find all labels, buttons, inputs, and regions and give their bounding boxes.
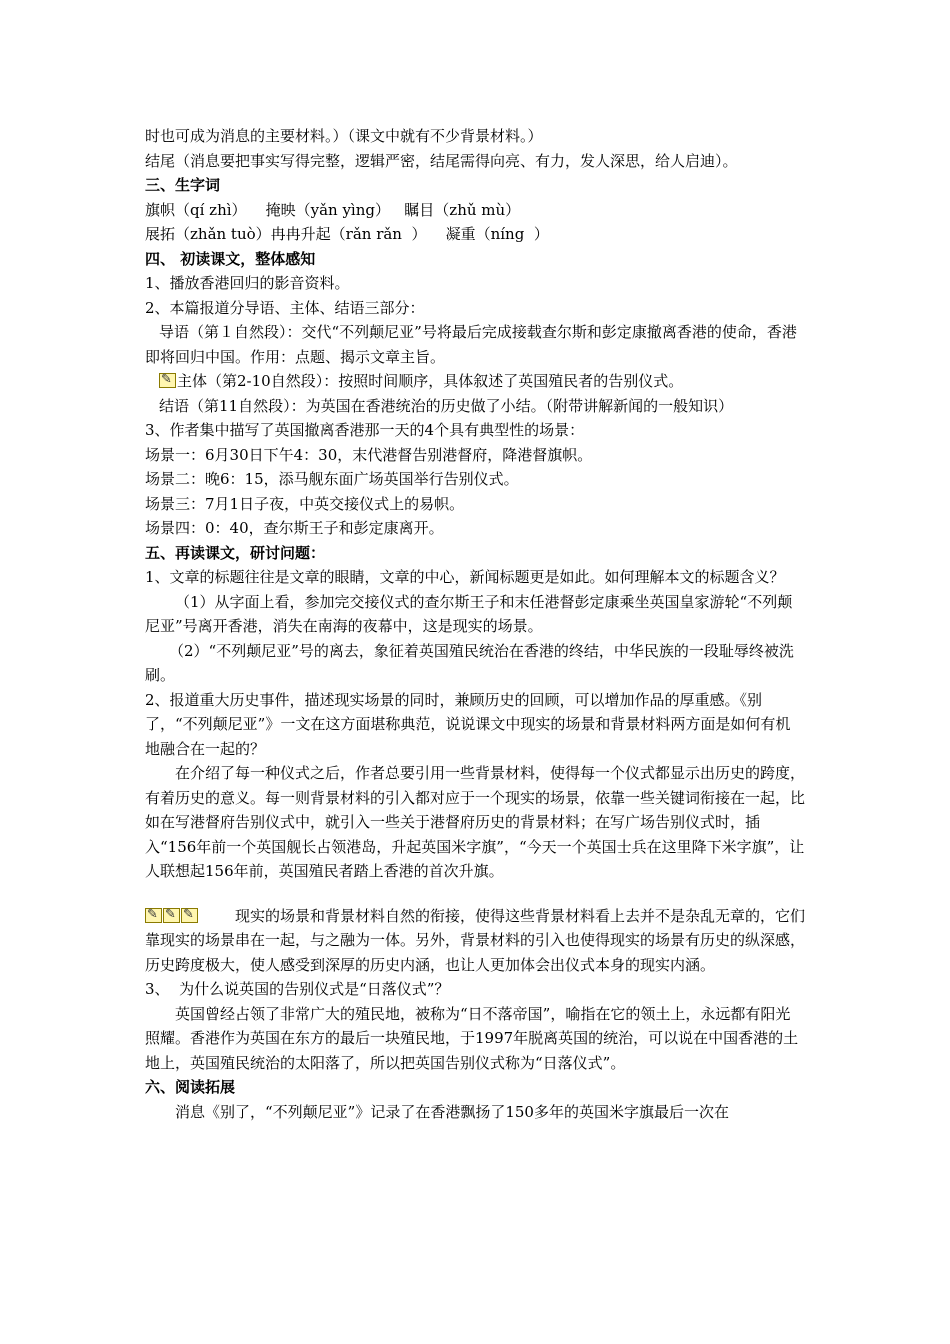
paragraph-body-part xyxy=(145,369,805,394)
scene-line: 场景一：6月30日下午4：30，末代港督告别港督府，降港督旗帜。 xyxy=(145,445,593,464)
pencil-note-icon xyxy=(181,908,198,923)
pencil-note-icon xyxy=(159,373,176,388)
section-heading: 四、 初读课文，整体感知 xyxy=(145,249,316,268)
question-line: 1、文章的标题往往是文章的眼睛，文章的中心，新闻标题更是如此。如何理解本文的标题含义？ xyxy=(145,568,785,586)
document-body xyxy=(145,124,805,1124)
answer-line: 英国曾经占领了非常广大的殖民地，被称为“日不落帝国”，喻指在它的领土上，永远都有阳光照耀。香港作为英国在东方的最后一块殖民地，于1997年脱离英国的统治，可以说在中国香港的土地上，英国殖民统治的太阳落了，所以把英国告别仪式称为“日落仪式”。 xyxy=(145,1004,799,1072)
text-line: 结尾（消息要把事实写得完整，逻辑严密，结尾需得向亮、有力，发人深思，给人启迪）。 xyxy=(145,151,738,170)
spacer xyxy=(145,884,805,904)
text-line: 3、作者集中描写了英国撤离香港那一天的4个具有典型性的场景： xyxy=(145,421,585,439)
pencil-note-icon xyxy=(145,908,162,923)
answer-line: 在介绍了每一种仪式之后，作者总要引用一些背景材料，使得每一个仪式都显示出历史的跨度，有着历史的意义。每一则背景材料的引入都对应于一个现实的场景，依靠一些关键词衔接在一起，比如在写港督府告别仪式中，就引入一些关于港督府历史的背景材料；在写广场告别仪式时，插入“156年前一个英国舰长占领港岛，升起英国米字旗”，“今天一个英国士兵在这里降下米字旗”，让人联想起156年前，英国殖民者踏上香港的首次升旗。 xyxy=(145,764,806,880)
icon-group xyxy=(145,904,199,929)
scene-line: 场景二：晚6：15，添马舰东面广场英国举行告别仪式。 xyxy=(145,470,519,488)
answer-line: （2）“不列颠尼亚”号的离去，象征着英国殖民统治在香港的终结，中华民族的一段耻辱终被洗刷。 xyxy=(145,641,794,684)
text-line: 主体（第2-10自然段）：按照时间顺序，具体叙述了英国殖民者的告别仪式。 xyxy=(177,372,684,390)
section-heading: 三、生字词 xyxy=(145,176,221,194)
answer-line: （1）从字面上看，参加完交接仪式的查尔斯王子和末任港督彭定康乘坐英国皇家游轮“不列颠尼亚”号离开香港，消失在南海的夜幕中，这是现实的场景。 xyxy=(145,592,793,635)
question-line: 3、 为什么说英国的告别仪式是“日落仪式”？ xyxy=(145,980,450,998)
text-line: 现实的场景和背景材料自然的衔接，使得这些背景材料看上去并不是杂乱无章的，它们靠现实的场景串在一起，与之融为一体。另外，背景材料的引入也使得现实的场景有历史的纵深感，历史跨度极大，使人感受到深厚的历史内涵，也让人更加体会出仪式本身的现实内涵。 xyxy=(145,906,806,974)
paragraph-ending: 结语（第11自然段）：为英国在香港统治的历史做了小结。（附带讲解新闻的一般知识） xyxy=(159,396,734,415)
pencil-note-icon xyxy=(163,908,180,923)
text-line: 消息《别了，“不列颠尼亚”》记录了在香港飘扬了150多年的英国米字旗最后一次在 xyxy=(175,1102,729,1121)
section-heading: 六、阅读拓展 xyxy=(145,1078,236,1096)
text-line: 2、本篇报道分导语、主体、结语三部分： xyxy=(145,298,425,317)
scene-line: 场景四：0：40，查尔斯王子和彭定康离开。 xyxy=(145,519,444,537)
scene-line: 场景三：7月1日子夜，中英交接仪式上的易帜。 xyxy=(145,494,465,513)
question-line: 2、报道重大历史事件，描述现实场景的同时，兼顾历史的回顾，可以增加作品的厚重感。《别了，“不列颠尼亚”》一文在这方面堪称典范，说说课文中现实的场景和背景材料两方面是如何有机地融合在一起的？ xyxy=(145,690,791,758)
answer-line-with-icons xyxy=(145,904,805,978)
text-line: 时也可成为消息的主要材料。）（课文中就有不少背景材料。） xyxy=(145,127,543,145)
text-line: 1、播放香港回归的影音资料。 xyxy=(145,274,350,292)
vocab-line: 展拓（zhǎn tuò）冉冉升起（rǎn rǎn ） 凝重（níng ） xyxy=(145,225,549,243)
paragraph-lead: 导语（第１自然段）：交代“不列颠尼亚”号将最后完成接载查尔斯和彭定康撤离香港的使命，香港即将回归中国。作用：点题、揭示文章主旨。 xyxy=(145,323,797,366)
section-heading: 五、再读课文，研讨问题： xyxy=(145,543,326,562)
vocab-line: 旗帜（qí zhì） 掩映（yǎn yìng） 瞩目（zhǔ mù） xyxy=(145,200,521,219)
